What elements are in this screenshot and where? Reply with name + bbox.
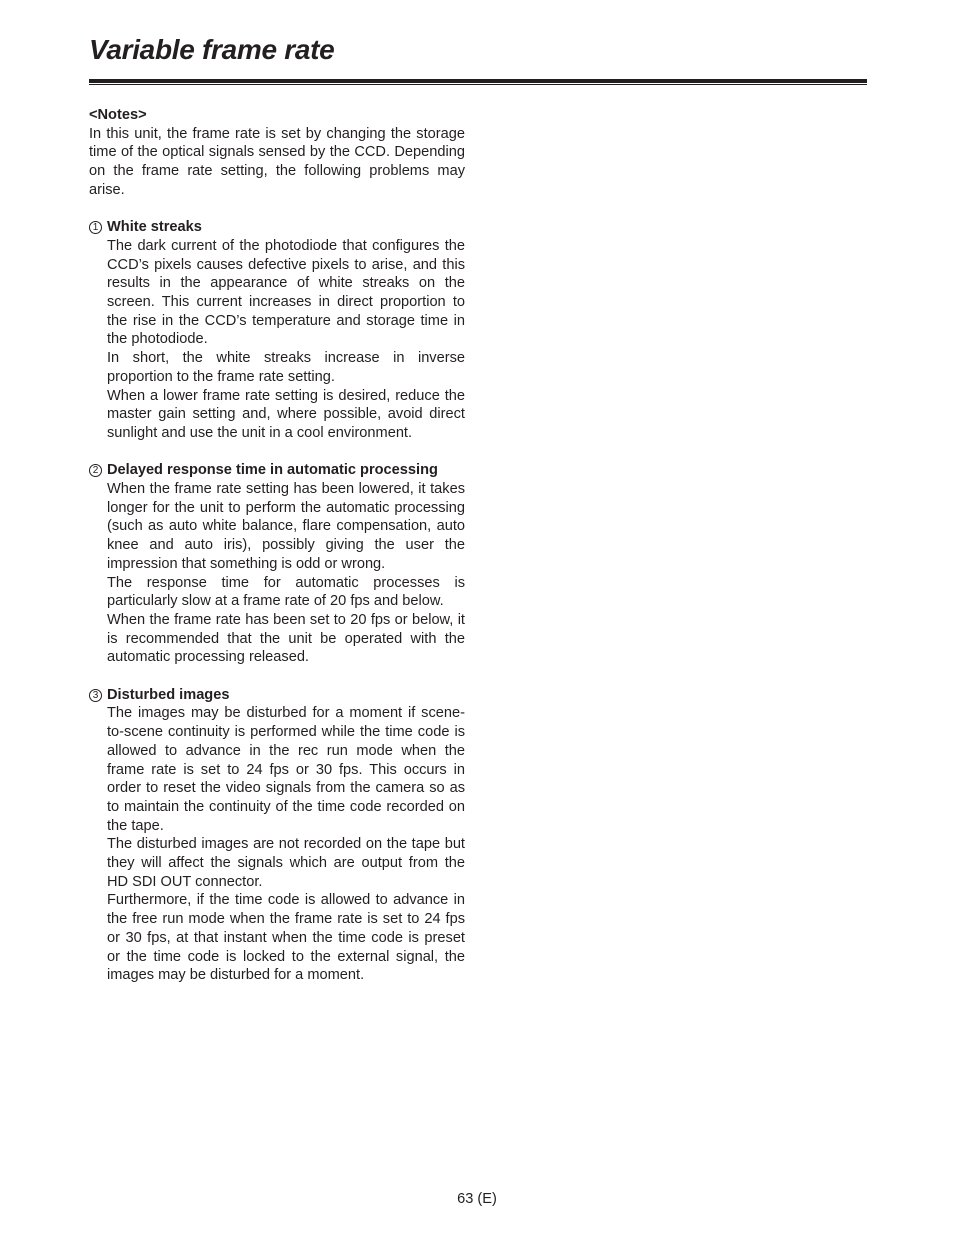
notes-heading: <Notes> [89, 107, 147, 123]
page-title: Variable frame rate [89, 34, 335, 65]
notes-intro: In this unit, the frame rate is set by changing the storage time of the optical signals sensed by the CCD. Depending on the frame rate setting, the following problems may arise. [89, 125, 465, 198]
item-body [89, 237, 465, 443]
item-paragraph: When the frame rate has been set to 20 fps or below, it is recommended that the unit be operated with the automatic processing released. [107, 611, 465, 666]
item-title: Disturbed images [107, 686, 230, 703]
circled-number-icon: 1 [89, 221, 102, 234]
item-heading [89, 218, 465, 237]
item-title: Delayed response time in automatic processing [107, 462, 438, 479]
notes-column [89, 106, 465, 985]
item-paragraph: When the frame rate setting has been lowered, it takes longer for the unit to perform the automatic processing (such as auto white balance, flare compensation, auto knee and auto iris), possibly giving the user the impression that something is odd or wrong. [107, 481, 465, 572]
item-paragraph: The images may be disturbed for a moment if scene-to-scene continuity is performed while the time code is allowed to advance in the rec run mode when the frame rate is set to 24 fps or 30 fps. This occurs in order to reset the video signals from the camera so as to maintain the continuity of the time code recorded on the tape. [107, 705, 465, 834]
item-paragraph: The dark current of the photodiode that configures the CCD’s pixels causes defective pixels to arise, and this results in the appearance of white streaks on the screen. This current increases in direct proportion to the rise in the CCD’s temperature and storage time in the photodiode. [107, 237, 465, 348]
circled-number-icon: 3 [89, 689, 102, 702]
item-paragraph: When a lower frame rate setting is desired, reduce the master gain setting and, where possible, avoid direct sunlight and use the unit in a cool environment. [107, 387, 465, 441]
item-paragraph: The response time for automatic processes is particularly slow at a frame rate of 20 fps and below. [107, 574, 465, 610]
title-rule-thick [89, 79, 867, 83]
page-number: 63 (E) [457, 1191, 497, 1207]
title-rule-thin [89, 84, 867, 85]
circled-number-icon: 2 [89, 464, 102, 477]
note-item-delayed-response [89, 461, 465, 667]
item-body [89, 480, 465, 667]
item-title: White streaks [107, 219, 202, 236]
item-paragraph: The disturbed images are not recorded on the tape but they will affect the signals which are output from the HD SDI OUT connector. [107, 836, 465, 890]
item-body [89, 704, 465, 985]
item-paragraph: In short, the white streaks increase in inverse proportion to the frame rate setting. [107, 350, 465, 385]
note-item-disturbed-images [89, 686, 465, 985]
item-heading [89, 686, 465, 705]
item-paragraph: Furthermore, if the time code is allowed to advance in the free run mode when the frame rate is set to 24 fps or 30 fps, at that instant when the time code is preset or the time code is locked to the external signal, the images may be disturbed for a moment. [107, 892, 465, 984]
item-heading [89, 461, 465, 480]
note-item-white-streaks [89, 218, 465, 442]
